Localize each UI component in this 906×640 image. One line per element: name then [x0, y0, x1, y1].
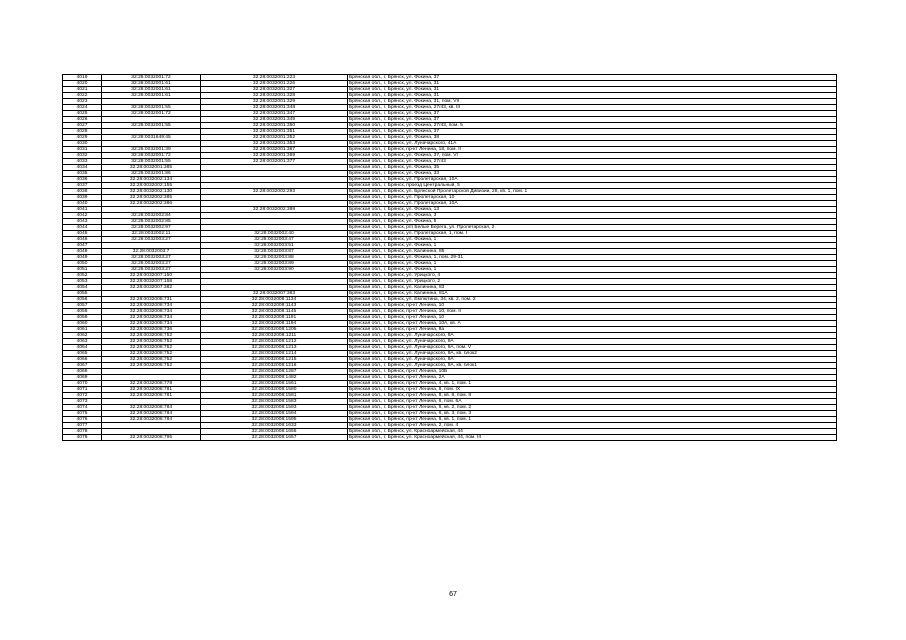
parent-cadastral-number-cell: 32:28:0032008:734	[102, 321, 201, 327]
row-number-cell: 4038	[63, 189, 102, 195]
document-page	[62, 74, 836, 441]
row-number-cell: 4046	[63, 237, 102, 243]
parent-cadastral-number-cell: 32:28:0032008:784	[102, 405, 201, 411]
cadastral-number-cell: 32:28:0032008:1482	[201, 375, 348, 381]
parent-cadastral-number-cell: 32:28:0032001:72	[102, 75, 201, 81]
cadastral-number-cell: 32:28:0032008:1656	[201, 429, 348, 435]
row-number-cell: 4039	[63, 195, 102, 201]
address-cell: Брянская обл., г. Брянск, пр-кт Ленина, 6, кв. 2, пом. 2	[348, 405, 837, 411]
parent-cadastral-number-cell: 32:28:0032002:85	[102, 219, 201, 225]
row-number-cell: 4033	[63, 159, 102, 165]
row-number-cell: 4022	[63, 93, 102, 99]
address-cell: Брянская обл., г. Брянск, пр-кт Ленина, 8а	[348, 327, 837, 333]
address-cell: Брянская обл., г. Брянск, проезд Центральный, 5	[348, 183, 837, 189]
address-cell: Брянская обл., г. Брянск, ул. Калинина, 81А	[348, 291, 837, 297]
cadastral-number-cell: 32:28:0032008:1215	[201, 357, 348, 363]
row-number-cell: 4024	[63, 105, 102, 111]
parent-cadastral-number-cell: 32:28:0032001:55	[102, 123, 201, 129]
parent-cadastral-number-cell: 32:28:0032008:784	[102, 417, 201, 423]
cadastral-number-cell: 32:28:0032001:348	[201, 105, 348, 111]
cadastral-number-cell: 32:28:0032008:1134	[201, 297, 348, 303]
row-number-cell: 4032	[63, 153, 102, 159]
cadastral-number-cell: 32:28:0032001:327	[201, 87, 348, 93]
parent-cadastral-number-cell: 32:28:0032007:150	[102, 273, 201, 279]
parent-cadastral-number-cell: 32:28:0032002:97	[102, 225, 201, 231]
parent-cadastral-number-cell: 32:28:0032002:385	[102, 195, 201, 201]
cadastral-number-cell: 32:28:0032003:51	[201, 243, 348, 249]
address-cell: Брянская обл., г. Брянск, пр-кт Ленина, 6, пом. 6А	[348, 399, 837, 405]
cadastral-number-cell: 32:28:0032001:377	[201, 159, 348, 165]
row-number-cell: 4041	[63, 207, 102, 213]
cadastral-number-cell: 32:28:0032008:1581	[201, 393, 348, 399]
address-cell: Брянская обл., г. Брянск, ул. Фокина, 27/43, кв. III	[348, 105, 837, 111]
row-number-cell: 4035	[63, 171, 102, 177]
address-cell: Брянская обл., г. Брянск, ул. Брянской Пролетарской Дивизии, 28, кв. 1, пом. 1	[348, 189, 837, 195]
parent-cadastral-number-cell: 32:28:0032008:752	[102, 363, 201, 369]
address-cell: Брянская обл., г. Брянск, ул. Фокина, 37	[348, 129, 837, 135]
address-cell: Брянская обл., г. Брянск, пр-кт Ленина, 8, пом. IX	[348, 387, 837, 393]
cadastral-number-cell: 32:28:0032008:1212	[201, 339, 348, 345]
row-number-cell: 4048	[63, 249, 102, 255]
parent-cadastral-number-cell: 32:28:0032001:61	[102, 87, 201, 93]
cadastral-number-cell: 32:28:0032008:1287	[201, 369, 348, 375]
parent-cadastral-number-cell: 32:28:0032003:27	[102, 255, 201, 261]
cadastral-number-cell: 32:28:0032008:1211	[201, 333, 348, 339]
address-cell: Брянская обл., г. Брянск, ул. Фокина, 3	[348, 213, 837, 219]
address-cell: Брянская обл., г. Брянск, ул. Фокина, 1	[348, 237, 837, 243]
parent-cadastral-number-cell: 32:28:0032008:734	[102, 309, 201, 315]
row-number-cell: 4072	[63, 393, 102, 399]
cadastral-number-cell: 32:28:0032003:88	[201, 255, 348, 261]
row-number-cell: 4061	[63, 327, 102, 333]
parent-cadastral-number-cell: 32:28:0031649:45	[102, 135, 201, 141]
row-number-cell: 4070	[63, 381, 102, 387]
cadastral-number-cell: 32:28:0032001:226	[201, 81, 348, 87]
parent-cadastral-number-cell: 32:28:0032001:385	[102, 165, 201, 171]
parent-cadastral-number-cell: 32:28:0032001:55	[102, 159, 201, 165]
parent-cadastral-number-cell: 32:28:0032001:39	[102, 147, 201, 153]
address-cell: Брянская обл., г. Брянск, ул. Фокина, 33	[348, 171, 837, 177]
row-number-cell: 4055	[63, 291, 102, 297]
parent-cadastral-number-cell: 32:28:0032001:61	[102, 81, 201, 87]
address-cell: Брянская обл., г. Брянск, ул. Луначарского, 9А	[348, 357, 837, 363]
address-cell: Брянская обл., г. Брянск, ул. Фокина, 35	[348, 165, 837, 171]
cadastral-number-cell: 32:28:0032008:1657	[201, 435, 348, 441]
parent-cadastral-number-cell: 32:28:0032002:84	[102, 213, 201, 219]
row-number-cell: 4073	[63, 399, 102, 405]
address-cell: Брянская обл., г. Брянск, ул. Луначарского, 9А, кв. блок1	[348, 363, 837, 369]
address-cell: Брянская обл., г. Брянск, ул. Фокина, 37, пом. VI	[348, 153, 837, 159]
row-number-cell: 4078	[63, 429, 102, 435]
row-number-cell: 4071	[63, 387, 102, 393]
cadastral-number-cell: 32:28:0032008:1595	[201, 417, 348, 423]
parent-cadastral-number-cell: 32:28:0032008:734	[102, 303, 201, 309]
cadastral-number-cell: 32:28:0032008:1191	[201, 315, 348, 321]
address-cell: Брянская обл., г. Брянск, ул. Фокина, 31, пом. VII	[348, 99, 837, 105]
row-number-cell: 4036	[63, 177, 102, 183]
row-number-cell: 4028	[63, 129, 102, 135]
address-cell: Брянская обл., г. Брянск, пр-кт Ленина, 18, пом. II	[348, 147, 837, 153]
parent-cadastral-number-cell: 32:28:0032008:752	[102, 333, 201, 339]
row-number-cell: 4067	[63, 363, 102, 369]
parent-cadastral-number-cell: 32:28:0032001:72	[102, 111, 201, 117]
address-cell: Брянская обл., г. Брянск, пр-кт Ленина, 10А, кв. А	[348, 321, 837, 327]
row-number-cell: 4047	[63, 243, 102, 249]
cadastral-number-cell: 32:28:0032008:1580	[201, 387, 348, 393]
cadastral-number-cell: 32:28:0032003:89	[201, 261, 348, 267]
address-cell: Брянская обл., г. Брянск, ул. Фокина, 37	[348, 111, 837, 117]
row-number-cell: 4027	[63, 123, 102, 129]
row-number-cell: 4066	[63, 357, 102, 363]
row-number-cell: 4056	[63, 297, 102, 303]
row-number-cell: 4045	[63, 231, 102, 237]
cadastral-number-cell: 32:28:0032003:90	[201, 267, 348, 273]
row-number-cell: 4037	[63, 183, 102, 189]
parent-cadastral-number-cell: 32:28:0032008:781	[102, 387, 201, 393]
cadastral-number-cell: 32:28:0032008:1593	[201, 405, 348, 411]
row-number-cell: 4069	[63, 375, 102, 381]
address-cell: Брянская обл., г. Брянск, ул. Емлютина, 34, кв. 2, пом. 2	[348, 297, 837, 303]
table-row	[63, 435, 837, 441]
parent-cadastral-number-cell: 32:28:0032008:752	[102, 351, 201, 357]
parent-cadastral-number-cell: 32:28:0032003:27	[102, 261, 201, 267]
address-cell: Брянская обл., г. Брянск, ул. Фокина, 1	[348, 243, 837, 249]
address-cell: Брянская обл., г. Брянск, ул. Луначарского, 41А	[348, 141, 837, 147]
parent-cadastral-number-cell: 32:28:0032008:752	[102, 345, 201, 351]
address-cell: Брянская обл., г. Брянск, ул. Фокина, 27/43, пом. 5	[348, 123, 837, 129]
cadastral-number-cell: 32:28:0032001:352	[201, 135, 348, 141]
parent-cadastral-number-cell: 32:28:0032003:27	[102, 237, 201, 243]
address-cell: Брянская обл., г. Брянск, ул. Луначарского, 9А	[348, 339, 837, 345]
address-cell: Брянская обл., г. Брянск, ул. Калинина, 83	[348, 285, 837, 291]
address-cell: Брянская обл., г. Брянск, пр-кт Ленина, 2А	[348, 375, 837, 381]
row-number-cell: 4021	[63, 87, 102, 93]
row-number-cell: 4026	[63, 117, 102, 123]
cadastral-number-cell: 32:28:0032001:353	[201, 141, 348, 147]
address-cell: Брянская обл., г. Брянск, пр-кт Ленина, 10Б	[348, 369, 837, 375]
address-cell: Брянская обл., г. Брянск, ул. Фокина, 37	[348, 75, 837, 81]
address-cell: Брянская обл., г. Брянск, ул. Пролетарская, 1, пом. I	[348, 231, 837, 237]
row-number-cell: 4062	[63, 333, 102, 339]
row-number-cell: 4051	[63, 267, 102, 273]
parent-cadastral-number-cell: 32:28:0032008:781	[102, 393, 201, 399]
cadastral-number-cell: 32:28:0032002:40	[201, 231, 348, 237]
cadastral-number-cell: 32:28:0032008:1583	[201, 399, 348, 405]
address-cell: Брянская обл., г. Брянск, ул. Фокина, 27/43	[348, 159, 837, 165]
row-number-cell: 4030	[63, 141, 102, 147]
cadastral-number-cell: 32:28:0032007:383	[201, 291, 348, 297]
cadastral-number-cell: 32:28:0032003:87	[201, 249, 348, 255]
cadastral-number-cell: 32:28:0032003:47	[201, 237, 348, 243]
cadastral-table	[62, 74, 837, 441]
cadastral-number-cell: 32:28:0032001:369	[201, 153, 348, 159]
address-cell: Брянская обл., г. Брянск, ул. Фокина, 31	[348, 87, 837, 93]
address-cell: Брянская обл., г. Брянск, ул. Пролетарская, 10А	[348, 201, 837, 207]
parent-cadastral-number-cell: 32:28:0032002:134	[102, 177, 201, 183]
cadastral-number-cell: 32:28:0032008:1214	[201, 351, 348, 357]
parent-cadastral-number-cell: 32:28:0032003:27	[102, 267, 201, 273]
parent-cadastral-number-cell: 32:28:0032002:386	[102, 201, 201, 207]
cadastral-number-cell: 32:28:0032008:1205	[201, 327, 348, 333]
address-cell: Брянская обл., г. Брянск, ул. Луначарского, 9А, пом. V	[348, 345, 837, 351]
cadastral-number-cell: 32:28:0032008:1594	[201, 411, 348, 417]
parent-cadastral-number-cell: 32:28:0032008:752	[102, 339, 201, 345]
address-cell: Брянская обл., г. Брянск, ул. Фокина, 1	[348, 261, 837, 267]
row-number-cell: 4031	[63, 147, 102, 153]
address-cell: Брянская обл., г. Брянск, ул. Урицкого, 4	[348, 273, 837, 279]
cadastral-number-cell: 32:28:0032008:1213	[201, 345, 348, 351]
cadastral-number-cell: 32:28:0032008:1145	[201, 309, 348, 315]
cadastral-number-cell: 32:28:0032001:351	[201, 129, 348, 135]
row-number-cell: 4079	[63, 435, 102, 441]
parent-cadastral-number-cell: 32:28:0032008:784	[102, 411, 201, 417]
parent-cadastral-number-cell: 32:28:0032001:86	[102, 171, 201, 177]
cadastral-number-cell: 32:28:0032001:329	[201, 99, 348, 105]
address-cell: Брянская обл., г. Брянск, ул. Фокина, 5	[348, 219, 837, 225]
row-number-cell: 4068	[63, 369, 102, 375]
row-number-cell: 4023	[63, 99, 102, 105]
address-cell: Брянская обл., г. Брянск, р/п Белые Берега, ул. Пролетарская, 2	[348, 225, 837, 231]
row-number-cell: 4060	[63, 321, 102, 327]
address-cell: Брянская обл., г. Брянск, ул. Луначарского, 9А, кв. блок2	[348, 351, 837, 357]
address-cell: Брянская обл., г. Брянск, ул. Фокина, 13	[348, 207, 837, 213]
address-cell: Брянская обл., г. Брянск, пр-кт Ленина, 10, пом. II	[348, 309, 837, 315]
parent-cadastral-number-cell: 32:28:0032002:11	[102, 231, 201, 237]
cadastral-number-cell: 32:28:0032002:388	[201, 207, 348, 213]
row-number-cell: 4074	[63, 405, 102, 411]
row-number-cell: 4077	[63, 423, 102, 429]
cadastral-number-cell: 32:28:0032001:223	[201, 75, 348, 81]
row-number-cell: 4063	[63, 339, 102, 345]
parent-cadastral-number-cell: 32:28:0032008:731	[102, 297, 201, 303]
address-cell: Брянская обл., г. Брянск, ул. Фокина, 31	[348, 93, 837, 99]
row-number-cell: 4043	[63, 219, 102, 225]
page-number: 67	[449, 591, 457, 598]
row-number-cell: 4054	[63, 285, 102, 291]
cadastral-number-cell: 32:28:0032008:1633	[201, 423, 348, 429]
address-cell: Брянская обл., г. Брянск, пр-кт Ленина, 4, кв. 1, пом. 1	[348, 381, 837, 387]
address-cell: Брянская обл., г. Брянск, ул. Фокина, 1	[348, 267, 837, 273]
address-cell: Брянская обл., г. Брянск, пр-кт Ленина, 8, кв. 8, пом. 8	[348, 393, 837, 399]
row-number-cell: 4065	[63, 351, 102, 357]
row-number-cell: 4075	[63, 411, 102, 417]
row-number-cell: 4042	[63, 213, 102, 219]
address-cell: Брянская обл., г. Брянск, ул. Красноармейская, 44, пом. III	[348, 435, 837, 441]
address-cell: Брянская обл., г. Брянск, ул. Пролетарская, 10А	[348, 177, 837, 183]
cadastral-number-cell: 32:28:0032001:349	[201, 117, 348, 123]
address-cell: Брянская обл., г. Брянск, ул. Луначарского, 9А	[348, 333, 837, 339]
row-number-cell: 4050	[63, 261, 102, 267]
parent-cadastral-number-cell: 32:28:0032003:7	[102, 249, 201, 255]
parent-cadastral-number-cell: 32:28:0032008:795	[102, 435, 201, 441]
row-number-cell: 4059	[63, 315, 102, 321]
cadastral-number-cell: 32:28:0032008:1561	[201, 381, 348, 387]
address-cell: Брянская обл., г. Брянск, пр-кт Ленина, 10	[348, 315, 837, 321]
cadastral-number-cell: 32:28:0032001:367	[201, 147, 348, 153]
cadastral-number-cell: 32:28:0032001:350	[201, 123, 348, 129]
row-number-cell: 4076	[63, 417, 102, 423]
row-number-cell: 4049	[63, 255, 102, 261]
parent-cadastral-number-cell: 32:28:0032001:55	[102, 105, 201, 111]
address-cell: Брянская обл., г. Брянск, пр-кт Ленина, 2, пом. 4	[348, 423, 837, 429]
parent-cadastral-number-cell: 32:28:0032001:61	[102, 93, 201, 99]
row-number-cell: 4029	[63, 135, 102, 141]
parent-cadastral-number-cell: 32:28:0032008:752	[102, 357, 201, 363]
address-cell: Брянская обл., г. Брянск, ул. Урицкого, 2	[348, 279, 837, 285]
row-number-cell: 4020	[63, 81, 102, 87]
row-number-cell: 4053	[63, 279, 102, 285]
row-number-cell: 4057	[63, 303, 102, 309]
address-cell: Брянская обл., г. Брянск, ул. Фокина, 1, пом. 29-31	[348, 255, 837, 261]
row-number-cell: 4019	[63, 75, 102, 81]
address-cell: Брянская обл., г. Брянск, ул. Калинина, 85	[348, 249, 837, 255]
row-number-cell: 4040	[63, 201, 102, 207]
cadastral-number-cell: 32:28:0032008:1143	[201, 303, 348, 309]
parent-cadastral-number-cell: 32:28:0032007:382	[102, 285, 201, 291]
parent-cadastral-number-cell: 32:28:0032001:72	[102, 153, 201, 159]
row-number-cell: 4064	[63, 345, 102, 351]
parent-cadastral-number-cell: 32:28:0032008:736	[102, 327, 201, 333]
parent-cadastral-number-cell: 32:28:0032007:158	[102, 279, 201, 285]
cadastral-number-cell: 32:28:0032008:1194	[201, 321, 348, 327]
parent-cadastral-number-cell: 32:28:0032002:130	[102, 189, 201, 195]
cadastral-number-cell: 32:28:0032001:347	[201, 111, 348, 117]
row-number-cell: 4058	[63, 309, 102, 315]
cadastral-number-cell: 32:28:0032002:293	[201, 189, 348, 195]
address-cell: Брянская обл., г. Брянск, ул. Пролетарская, 10	[348, 195, 837, 201]
row-number-cell: 4044	[63, 225, 102, 231]
address-cell: Брянская обл., г. Брянск, ул. Фокина, 37	[348, 117, 837, 123]
cadastral-number-cell: 32:28:0032001:328	[201, 93, 348, 99]
address-cell: Брянская обл., г. Брянск, ул. Фокина, 31	[348, 81, 837, 87]
row-number-cell: 4034	[63, 165, 102, 171]
address-cell: Брянская обл., г. Брянск, пр-кт Ленина, 6, кв. 1, пом. 1	[348, 417, 837, 423]
row-number-cell: 4025	[63, 111, 102, 117]
address-cell: Брянская обл., г. Брянск, ул. Фокина, 38	[348, 135, 837, 141]
address-cell: Брянская обл., г. Брянск, пр-кт Ленина, 10	[348, 303, 837, 309]
parent-cadastral-number-cell: 32:28:0032002:155	[102, 183, 201, 189]
address-cell: Брянская обл., г. Брянск, ул. Красноармейская, 44	[348, 429, 837, 435]
address-cell: Брянская обл., г. Брянск, пр-кт Ленина, 6, кв. 3, пом. 3	[348, 411, 837, 417]
cadastral-number-cell: 32:28:0032008:1216	[201, 363, 348, 369]
parent-cadastral-number-cell: 32:28:0032008:734	[102, 315, 201, 321]
parent-cadastral-number-cell: 32:28:0032008:778	[102, 381, 201, 387]
row-number-cell: 4052	[63, 273, 102, 279]
